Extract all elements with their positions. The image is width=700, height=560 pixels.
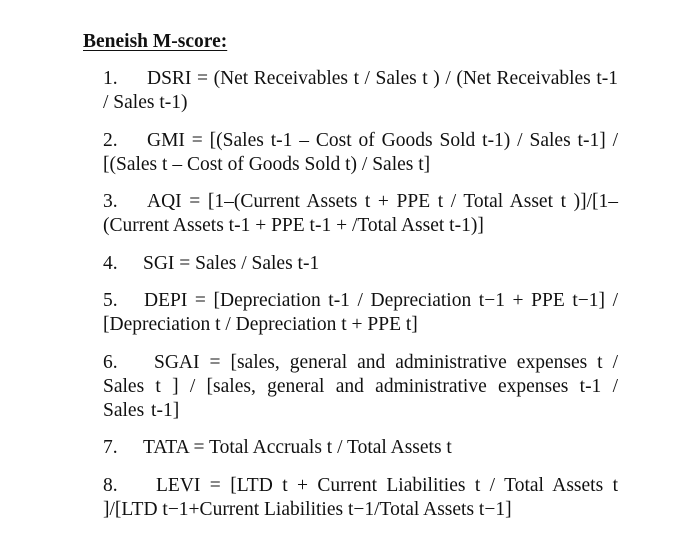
item-number: 5.: [103, 290, 118, 311]
list-item-dsri: [103, 67, 618, 115]
list-item-gmi: [103, 129, 618, 177]
list-item-depi: [103, 289, 618, 337]
item-text: DSRI = (Net Receivables t / Sales t ) / (Net Receivables t-1 / Sales t-1): [103, 68, 618, 113]
list-item-sgai: [103, 351, 618, 423]
list-item-levi: [103, 474, 618, 522]
item-number: 1.: [103, 68, 118, 89]
item-text: SGI = Sales / Sales t-1: [143, 252, 320, 274]
item-number: 7.: [103, 437, 118, 458]
list-item-sgi: [103, 252, 618, 276]
item-text: DEPI = [Depreciation t-1 / Depreciation t−1 + PPE t−1] / [Depreciation t / Depreciation t + PPE t]: [103, 290, 618, 335]
item-number: 3.: [103, 191, 118, 212]
item-number: 8.: [103, 474, 118, 496]
item-number: 4.: [103, 252, 118, 274]
item-number: 6.: [103, 351, 118, 373]
list-item-aqi: [103, 190, 618, 238]
item-text: AQI = [1–(Current Assets t + PPE t / Total Asset t )]/[1–(Current Assets t-1 + PPE t-1 + /Total Asset t-1)]: [103, 191, 618, 236]
item-text: SGAI = [sales, general and administrative expenses t / Sales t ] / [sales, general and administrative expenses t-1 / Sales t-1]: [103, 351, 618, 421]
list-item-tata: [103, 436, 618, 460]
item-number: 2.: [103, 129, 118, 151]
item-text: GMI = [(Sales t-1 – Cost of Goods Sold t-1) / Sales t-1] / [(Sales t – Cost of Goods Sold t) / Sales t]: [103, 129, 618, 175]
section-heading: Beneish M-score:: [83, 31, 228, 52]
item-text: LEVI = [LTD t + Current Liabilities t / Total Assets t ]/[LTD t−1+Current Liabilities t−1/Total Assets t−1]: [103, 474, 618, 520]
item-text: TATA = Total Accruals t / Total Assets t: [143, 437, 452, 458]
formula-list: [103, 67, 618, 535]
